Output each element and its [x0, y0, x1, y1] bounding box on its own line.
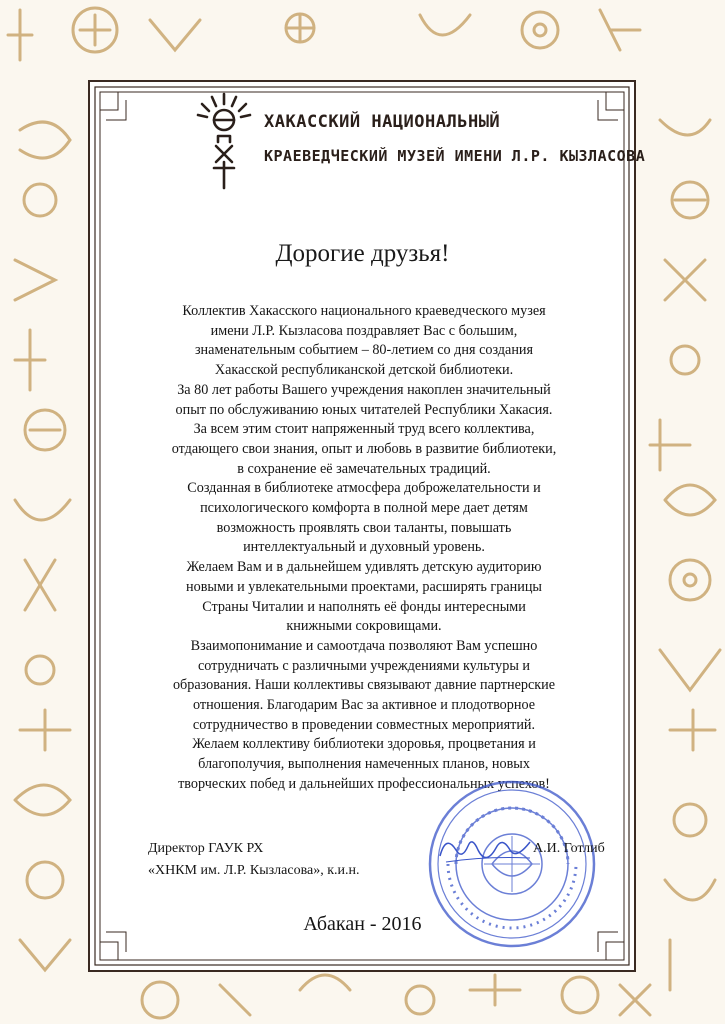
- body-line: отношения. Благодарим Вас за активное и плодотворное: [192, 697, 536, 714]
- body-line: возможность проявлять свои таланты, повышать: [216, 519, 512, 536]
- body-line: в сохранение её замечательных традиций.: [237, 460, 491, 477]
- body-line: Желаем коллективу библиотеки здоровья, процветания и: [192, 736, 536, 753]
- city-and-year: Абакан - 2016: [303, 913, 422, 935]
- letter-body: [120, 302, 608, 795]
- body-line: Взаимопонимание и самоотдача позволяют Вам успешно: [190, 637, 538, 654]
- museum-logo-icon: [196, 90, 252, 194]
- body-line: интеллектуальный и духовный уровень.: [243, 539, 485, 556]
- body-line: новыми и увлекательными проектами, расширять границы: [186, 578, 542, 595]
- body-line: отдающего свои знания, опыт и любовь в развитие библиотеки,: [171, 440, 557, 457]
- body-line: сотрудничать с различными учреждениями культуры и: [197, 657, 531, 674]
- body-line: психологического комфорта в полной мере дает детям: [200, 500, 528, 517]
- signatory-title-line2: «ХНКМ им. Л.Р. Кызласова», к.и.н.: [148, 863, 360, 878]
- signatory-title-line1: Директор ГАУК РХ: [148, 841, 264, 856]
- body-line: Хакасской республиканской детской библиотеки.: [214, 362, 514, 379]
- signatory-position: [148, 838, 360, 882]
- body-line: творческих побед и дальнейших профессиональных успехов!: [178, 775, 550, 792]
- body-line: опыт по обслуживанию юных читателей Республики Хакасия.: [175, 401, 553, 418]
- body-line: Страны Читалии и наполнять её фонды интересными: [202, 598, 526, 615]
- body-line: благополучия, выполнения намеченных планов, новых: [198, 756, 530, 773]
- body-line: знаменательным событием – 80-летием со дня создания: [194, 342, 534, 359]
- body-line: За 80 лет работы Вашего учреждения накоплен значительный: [177, 381, 551, 398]
- signature-icon: [432, 826, 542, 876]
- greeting-title: Дорогие друзья!: [275, 240, 450, 267]
- museum-name-line1: ХАКАССКИЙ НАЦИОНАЛЬНЫЙ: [264, 112, 501, 132]
- body-line: имени Л.Р. Кызласова поздравляет Вас с большим,: [210, 322, 518, 339]
- museum-header: [264, 110, 646, 168]
- body-line: сотрудничество в проведении совместных мероприятий.: [192, 716, 536, 733]
- body-line: Коллектив Хакасского национального краеведческого музея: [182, 303, 546, 319]
- body-line: книжными сокровищами.: [286, 618, 442, 635]
- museum-name-line2: КРАЕВЕДЧЕСКИЙ МУЗЕЙ ИМЕНИ Л.Р. КЫЗЛАСОВА: [264, 147, 646, 165]
- body-line: образования. Наши коллективы связывают давние партнерские: [172, 677, 556, 694]
- body-line: Созданная в библиотеке атмосфера доброжелательности и: [187, 480, 541, 497]
- body-line: Желаем Вам и в дальнейшем удивлять детскую аудиторию: [186, 559, 542, 576]
- signatory-name: А.И. Готлиб: [533, 841, 605, 856]
- body-line: За всем этим стоит напряженный труд всего коллектива,: [193, 421, 535, 438]
